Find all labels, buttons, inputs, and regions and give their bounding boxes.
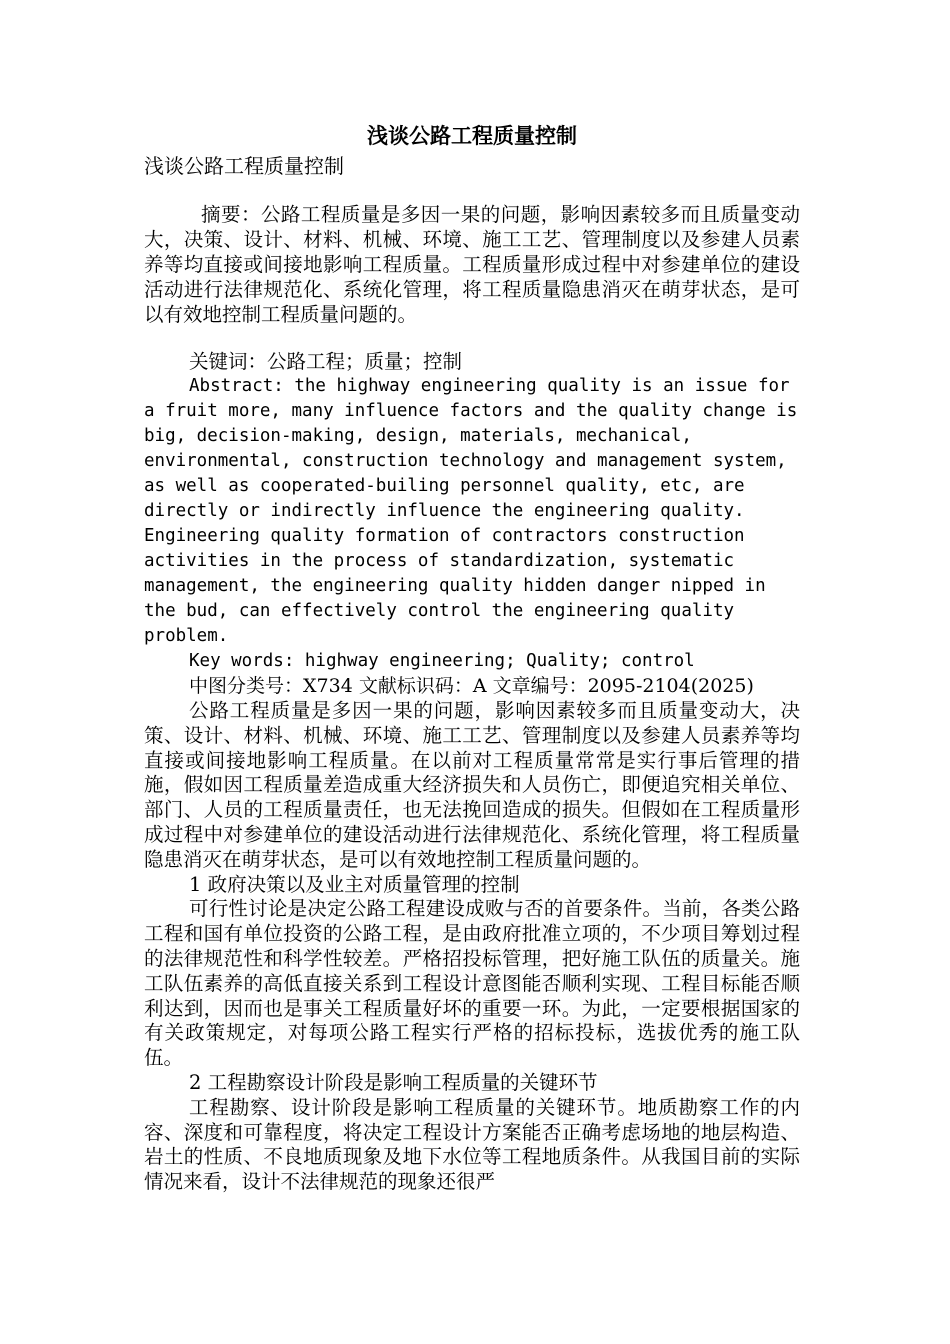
keywords-chinese: 关键词：公路工程；质量；控制 xyxy=(189,350,463,373)
section-2-heading: 2 工程勘察设计阶段是影响工程质量的关键环节 xyxy=(189,1070,598,1094)
section-1-body: 可行性讨论是决定公路工程建设成败与否的首要条件。当前，各类公路工程和国有单位投资的公路工程，是由政府批准立项的，不少项目筹划过程的法律规范性和科学性较差。严格招投标管理，把好施工队伍的质量关。施工队伍素养的高低直接关系到工程设计意图能否顺利实现、工程目标能否顺利达到，因而也是事关工程质量好坏的重要一环。为此，一定要根据国家的有关政策规定，对每项公路工程实行严格的招标投标，选拔优秀的施工队伍。 xyxy=(144,897,800,1070)
section-1-heading: 1 政府决策以及业主对质量管理的控制 xyxy=(189,872,520,896)
abstract-chinese: 摘要：公路工程质量是多因一果的问题，影响因素较多而且质量变动大，决策、设计、材料、机械、环境、施工工艺、管理制度以及参建人员素养等均直接或间接地影响工程质量。工程质量形成过程中对参建单位的建设活动进行法律规范化、系统化管理，将工程质量隐患消灭在萌芽状态，是可以有效地控制工程质量问题的。 xyxy=(144,203,800,326)
section-2-body: 工程勘察、设计阶段是影响工程质量的关键环节。地质勘察工作的内容、深度和可靠程度，将决定工程设计方案能否正确考虑场地的地层构造、岩土的性质、不良地质现象及地下水位等工程地质条件。从我国目前的实际情况来看，设计不法律规范的现象还很严 xyxy=(144,1095,800,1194)
document-title: 浅谈公路工程质量控制 xyxy=(367,123,577,148)
intro-paragraph: 公路工程质量是多因一果的问题，影响因素较多而且质量变动大，决策、设计、材料、机械、环境、施工工艺、管理制度以及参建人员素养等均直接或间接地影响工程质量。在以前对工程质量常常是实行事后管理的措施，假如因工程质量差造成重大经济损失和人员伤亡，即便追究相关单位、部门、人员的工程质量责任，也无法挽回造成的损失。但假如在工程质量形成过程中对参建单位的建设活动进行法律规范化、系统化管理，将工程质量隐患消灭在萌芽状态，是可以有效地控制工程质量问题的。 xyxy=(144,699,800,871)
document-subtitle: 浅谈公路工程质量控制 xyxy=(144,154,344,178)
classification-line: 中图分类号：X734 文献标识码：A 文章编号：2095-2104(2025) xyxy=(189,675,754,697)
abstract-english: Abstract: the highway engineering quality is an issue for a fruit more, many influence factors and the quality change is big, decision-making, design, materials, mechanical, environmental, construction technology and management system, as well as cooperated-builing personnel quality, etc, are directly or indirectly influence the engineering quality. Engineering quality formation of contractors construction activities in the process of standardization, systematic management, the engineering quality hidden danger nipped in the bud, can effectively control the engineering quality problem. xyxy=(144,376,798,646)
keywords-english: Key words: highway engineering; Quality; control xyxy=(189,651,695,671)
